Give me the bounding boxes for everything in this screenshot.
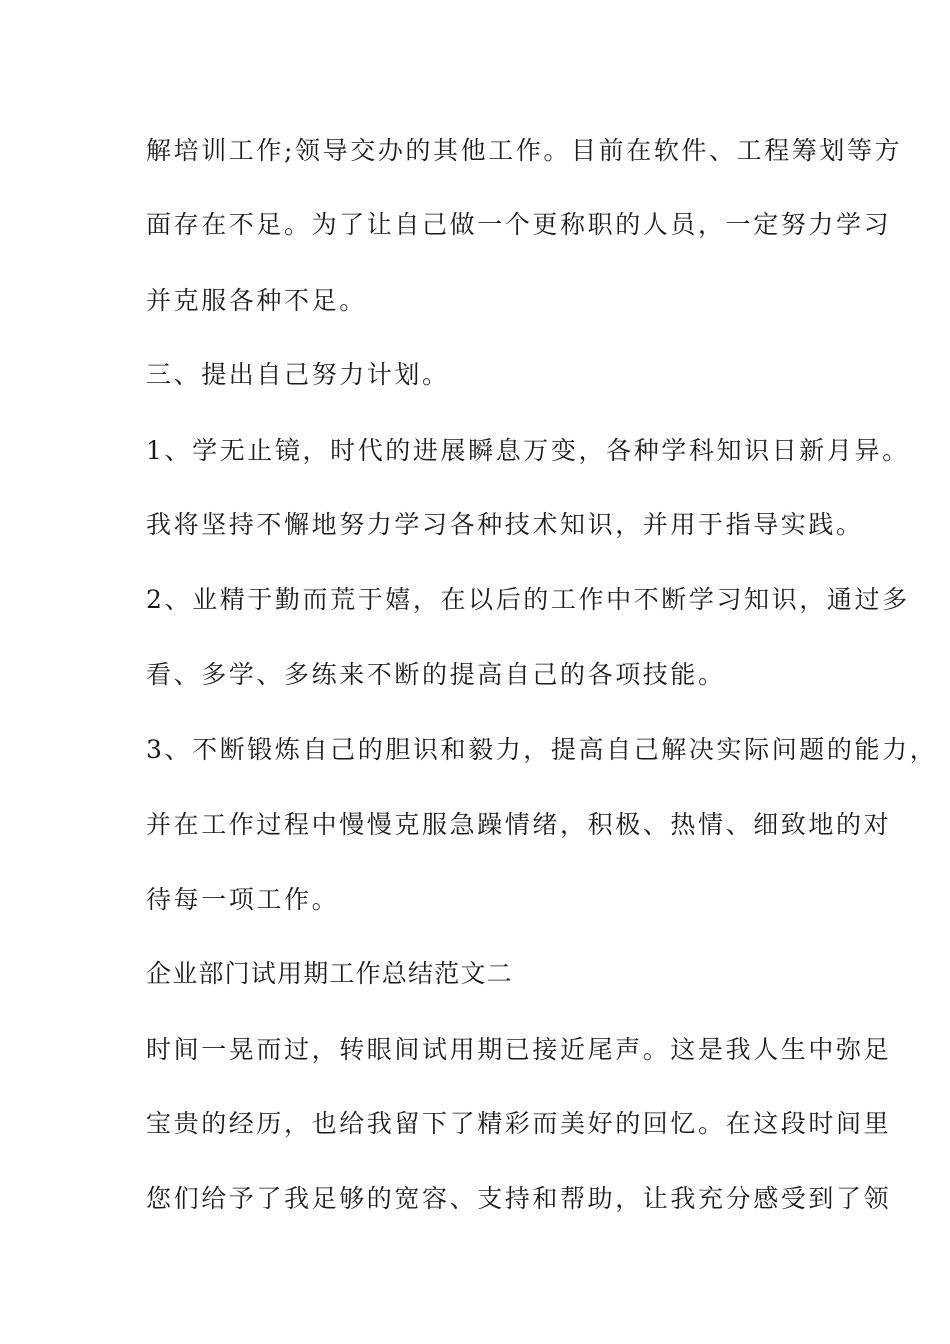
paragraph-line: 并在工作过程中慢慢克服急躁情绪，积极、热情、细致地的对: [146, 810, 892, 839]
paragraph-line: 并克服各种不足。: [146, 286, 367, 315]
paragraph-line: 面存在不足。为了让自己做一个更称职的人员，一定努力学习: [146, 210, 892, 239]
paragraph-line: 时间一晃而过，转眼间试用期已接近尾声。这是我人生中弥足: [146, 1035, 892, 1064]
paragraph-line: 解培训工作;领导交办的其他工作。目前在软件、工程筹划等方: [146, 136, 903, 165]
paragraph-line: 宝贵的经历，也给我留下了精彩而美好的回忆。在这段时间里: [146, 1109, 892, 1138]
paragraph-line: 3、不断锻炼自己的胆识和毅力，提高自己解决实际问题的能力，: [146, 735, 938, 764]
paragraph-line: 待每一项工作。: [146, 885, 340, 914]
paragraph-line: 看、多学、多练来不断的提高自己的各项技能。: [146, 660, 726, 689]
section-heading: 三、提出自己努力计划。: [146, 360, 450, 389]
paragraph-line: 我将坚持不懈地努力学习各种技术知识，并用于指导实践。: [146, 510, 864, 539]
paragraph-line: 1、学无止镜，时代的进展瞬息万变，各种学科知识日新月异。: [146, 436, 910, 465]
paragraph-line: 2、业精于勤而荒于嬉，在以后的工作中不断学习知识，通过多: [146, 585, 910, 614]
paragraph-line: 您们给予了我足够的宽容、支持和帮助，让我充分感受到了领: [146, 1184, 892, 1213]
document-title: 企业部门试用期工作总结范文二: [146, 959, 513, 988]
